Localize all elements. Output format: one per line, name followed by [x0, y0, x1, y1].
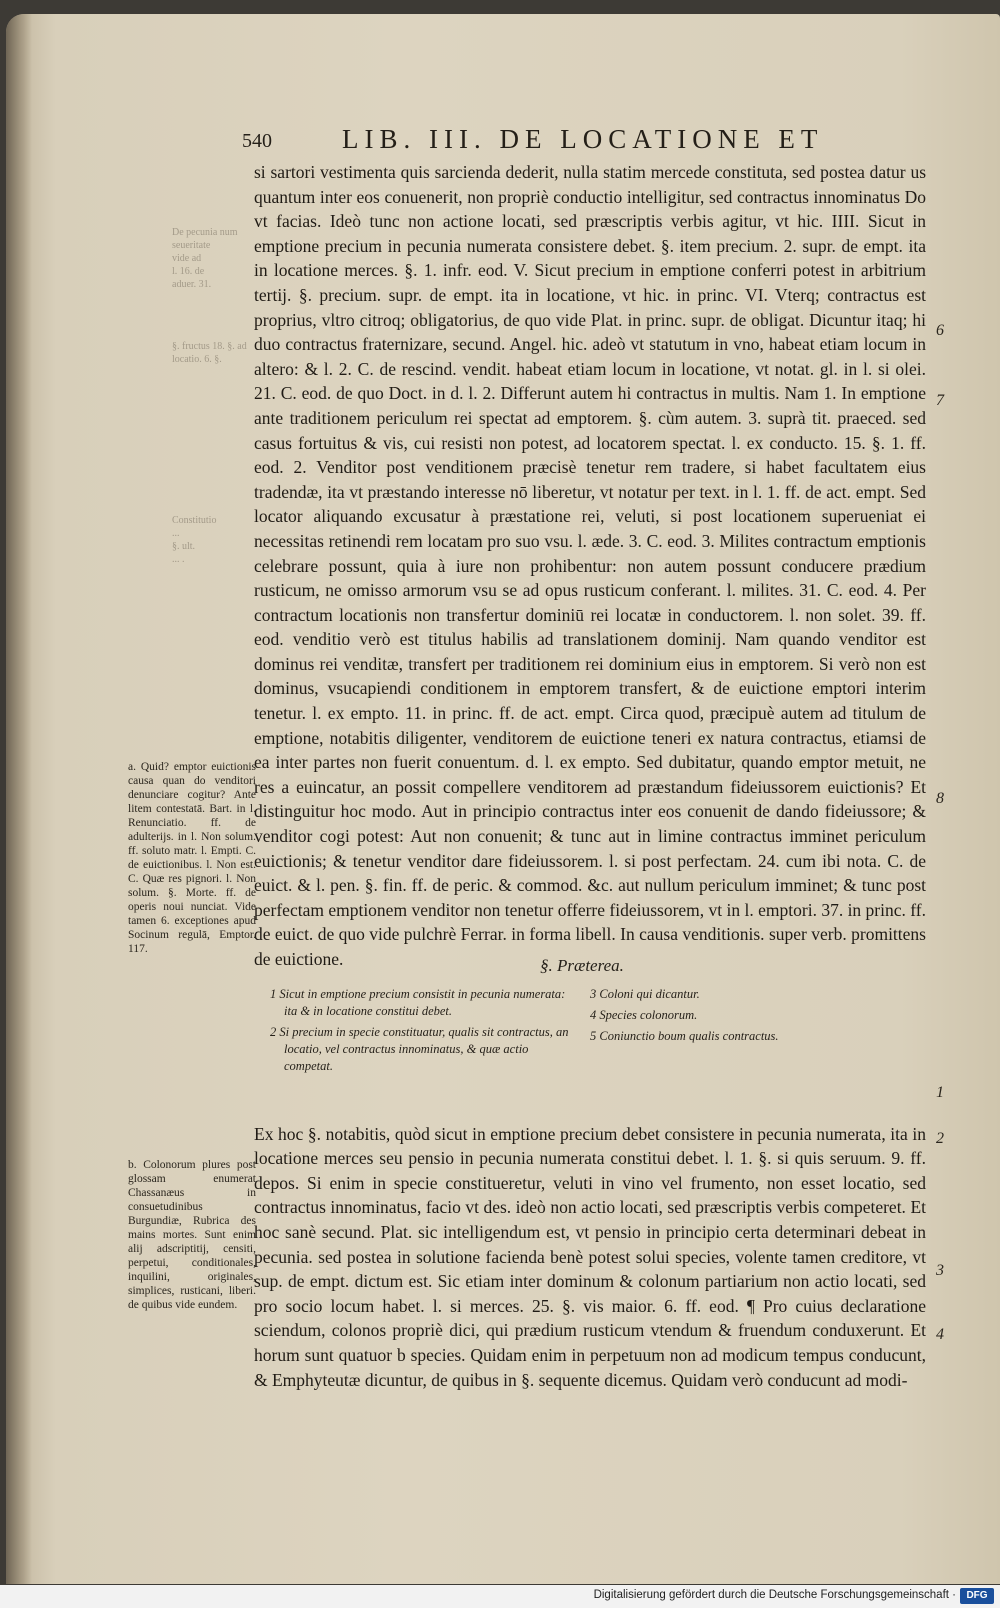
summary-item: 2 Si precium in specie constituatur, qualis sit contractus, an locatio, vel contractus innominatus, & quæ actio competat.	[270, 1025, 569, 1073]
faded-line: seueritate	[172, 240, 211, 251]
running-title: LIB. III. DE LOCATIONE ET	[342, 124, 824, 154]
margin-number: 4	[936, 1326, 944, 1343]
summary-item: 1 Sicut in emptione precium consistit in pecunia numerata: ita & in locatione constitui debet.	[270, 987, 566, 1018]
main-text	[254, 160, 926, 1392]
faded-line: ...	[172, 528, 180, 539]
summary-item: 4 Species colonorum.	[590, 1008, 698, 1022]
faded-line: §. ult.	[172, 541, 196, 552]
page-header	[242, 120, 922, 156]
faded-line: De pecunia num	[172, 227, 238, 238]
summary-item: 3 Coloni qui dicantur.	[590, 987, 700, 1001]
margin-number: 8	[936, 790, 944, 807]
faded-line: Constitutio	[172, 515, 217, 526]
faded-line: aduer. 31.	[172, 279, 212, 290]
margin-number: 1	[936, 1084, 944, 1101]
summary-column-left	[270, 986, 570, 1079]
faded-line: vide ad	[172, 253, 202, 264]
faded-margin-note-top	[172, 226, 254, 291]
summary-column-right	[590, 986, 860, 1049]
section-heading: §. Præterea.	[540, 956, 624, 975]
faded-margin-note-low	[172, 514, 254, 566]
footer-bar	[0, 1585, 1000, 1608]
margin-note-b: b. Colonorum plures post glossam enumerat Chassanæus in consuetudinibus Burgundiæ, Rubrica des mains mortes. Sunt enim alij adscriptitij, censiti, perpetui, conditionales, inquilini, originales, simplices, rusticani, liberi. de quibus vide eundem.	[128, 1159, 256, 1311]
paragraph-2: Ex hoc §. notabitis, quòd sicut in emptione precium debet consistere in pecunia numerata, ita in locatione merces seu pensio in pecunia numerata constitui debet. l. 1. §. si quis seruum. 9. ff. depos. Si enim in specie constitueretur, veluti in vino vel frumento, non esset locatio, sed contractus innominatus, facio vt des. ideò non actio locati, sed præscriptis verbis competeret. Et hoc sanè secund. Plat. sic intelligendum est, vt pensio in principio certa determinari debeat in pecunia. sed postea in solutione facienda benè potest solui species, volente tamen creditore, vt sup. de empt. dictum est. Sic etiam inter dominum & colonum partiarium non actio locati, sed pro socio locum habet. l. si merces. 25. §. vis maior. 6. ff. eod. ¶ Pro cuius declaratione sciendum, colonos propriè dici, qui prædium rusticum vtendum & fruendum conduxerunt. Et horum sunt quatuor b species. Quidam enim in perpetuum non ad modicum tempus conducunt, & Emphyteutæ dicuntur, de quibus in §. sequente dicemus. Quidam verò conducunt ad modi-	[254, 1123, 926, 1390]
paragraph-1: si sartori vestimenta quis sarcienda dederit, nulla statim mercede constituta, sed postea datur us quantum inter eos conuenerit, non propriè conductio intelligitur, sed contractus innominatus Do vt facias. Ideò tunc non actione locati, sed præscriptis verbis agitur, vt hic. IIII. Sicut in emptione precium in pecunia numerata consistere debet. §. item precium. 2. supr. de empt. ita in locatione merces. §. 1. infr. eod. V. Sicut precium in emptione conferri potest in arbitrium tertij. §. precium. supr. de empt. ita in locatione, vt hic. in princ. VI. Vterq; contractus est proprius, vltro citroq; obligatorius, de quo vide Plat. in princ. supr. de obligat. Dicuntur itaq; hi duo contractus fraternizare, secund. Angel. hic. adeò vt statutum in vno, habeat etiam locum in altero: & l. 2. C. de rescind. vendit. habeat etiam locum in locatione, vt notat. gl. in l. si olei. 21. C. eod. de quo Doct. in d. l. 2. Differunt autem hi contractus in multis. Nam 1. In emptione ante traditionem periculum rei spectat ad emptorem. §. cùm autem. 3. suprà tit. praeced. sed casus fortuitus & vis, cui resisti non potest, ad locatorem spectat. l. ex conducto. 15. §. 1. ff. eod. 2. Venditor post venditionem præcisè tenetur rem tradere, si habet facultatem eius tradendæ, ita vt præstando interesse nō liberetur, vt notatur per text. in l. 1. ff. de act. empt. Sed locator aliquando excusatur à præstatione rei, veluti, si post locationem superueniat ei necessitas retinendi rem locatam pro suo vsu. l. æde. 3. C. eod. 3. Milites contractum emptionis celebrare possunt, quia à iure non prohibentur: non autem possunt conducere prædium rusticum, ne omisso armorum vsu se ad opus rusticum conferant. l. milites. 31. C. eod. 4. Per contractum locationis non transfertur dominiū rei locatæ in conductorem. l. non solet. 39. ff. eod. venditio verò est titulus habilis ad translationem dominij. Nam quando venditor est dominus rei venditæ, transfert per traditionem rei dominium eius in emptorem. Si verò non est dominus, vsucapiendi conditionem in emptorem transfert, & de euictione emptori interim tenetur. l. ex empto. 11. in princ. ff. de act. empt. Circa quod, præcipuè autem ad titulum de emptione, notabitis diligenter, venditorem de euictione teneri ex natura contractus, etiamsi de ea inter partes non fuerit conuentum. d. l. ex empto. Sed dubitatur, quando emptor metuit, ne res a euincatur, an possit compellere venditorem ad præstandum fideiussorem euictionis? Et distinguitur hoc modo. Aut in principio contractus inter eos conuenit de dando fideiussore; & venditor cogi potest: Aut non conuenit; & tunc aut in limine contractus imminet periculum euictionis; & tenetur venditor dare fideiussorem. l. si post perfectam. 24. cum ibi nota. C. de euict. & l. pen. §. fin. ff. de peric. & commod. &c. aut nullum periculum imminet; & tunc post perfectam emptionem venditor non tenetur offerre fideiussorem, vt in l. emptori. 37. in princ. ff. de euict. de quo vide pulchrè Ferrar. in forma libell. In causa venditionis. super verb. promittens de euictione.	[254, 162, 926, 969]
faded-margin-note-mid	[172, 340, 254, 366]
faded-line: §. fructus 18. §. ad	[172, 341, 247, 352]
margin-number: 7	[936, 392, 944, 409]
faded-line: l. 16. de	[172, 266, 205, 277]
margin-number: 6	[936, 322, 944, 339]
funding-credit: Digitalisierung gefördert durch die Deutsche Forschungsgemeinschaft ·	[593, 1589, 956, 1601]
margin-number: 3	[936, 1262, 944, 1279]
margin-note-a: a. Quid? emptor euictionis causa quan do venditori denunciare cogitur? Ante litem contestatā. Bart. in l. Renunciatio. ff. de adulterijs. in l. Non solum. ff. soluto matr. l. Empti. C. de euictionibus. l. Non est. C. Quæ res pignori. l. Non solum. §. Morte. ff. de operis noui nunciat. Vide tamen 6. exceptiones apud Socinum regulā, Emptor. 117.	[128, 761, 256, 955]
margin-number: 2	[936, 1130, 944, 1147]
summary-item: 5 Coniunctio boum qualis contractus.	[590, 1029, 779, 1043]
page-number: 540	[242, 130, 272, 152]
dfg-logo: DFG	[960, 1588, 994, 1604]
faded-line: locatio. 6. §.	[172, 354, 222, 365]
faded-line: ... .	[172, 554, 185, 565]
page-gutter	[6, 14, 32, 1584]
